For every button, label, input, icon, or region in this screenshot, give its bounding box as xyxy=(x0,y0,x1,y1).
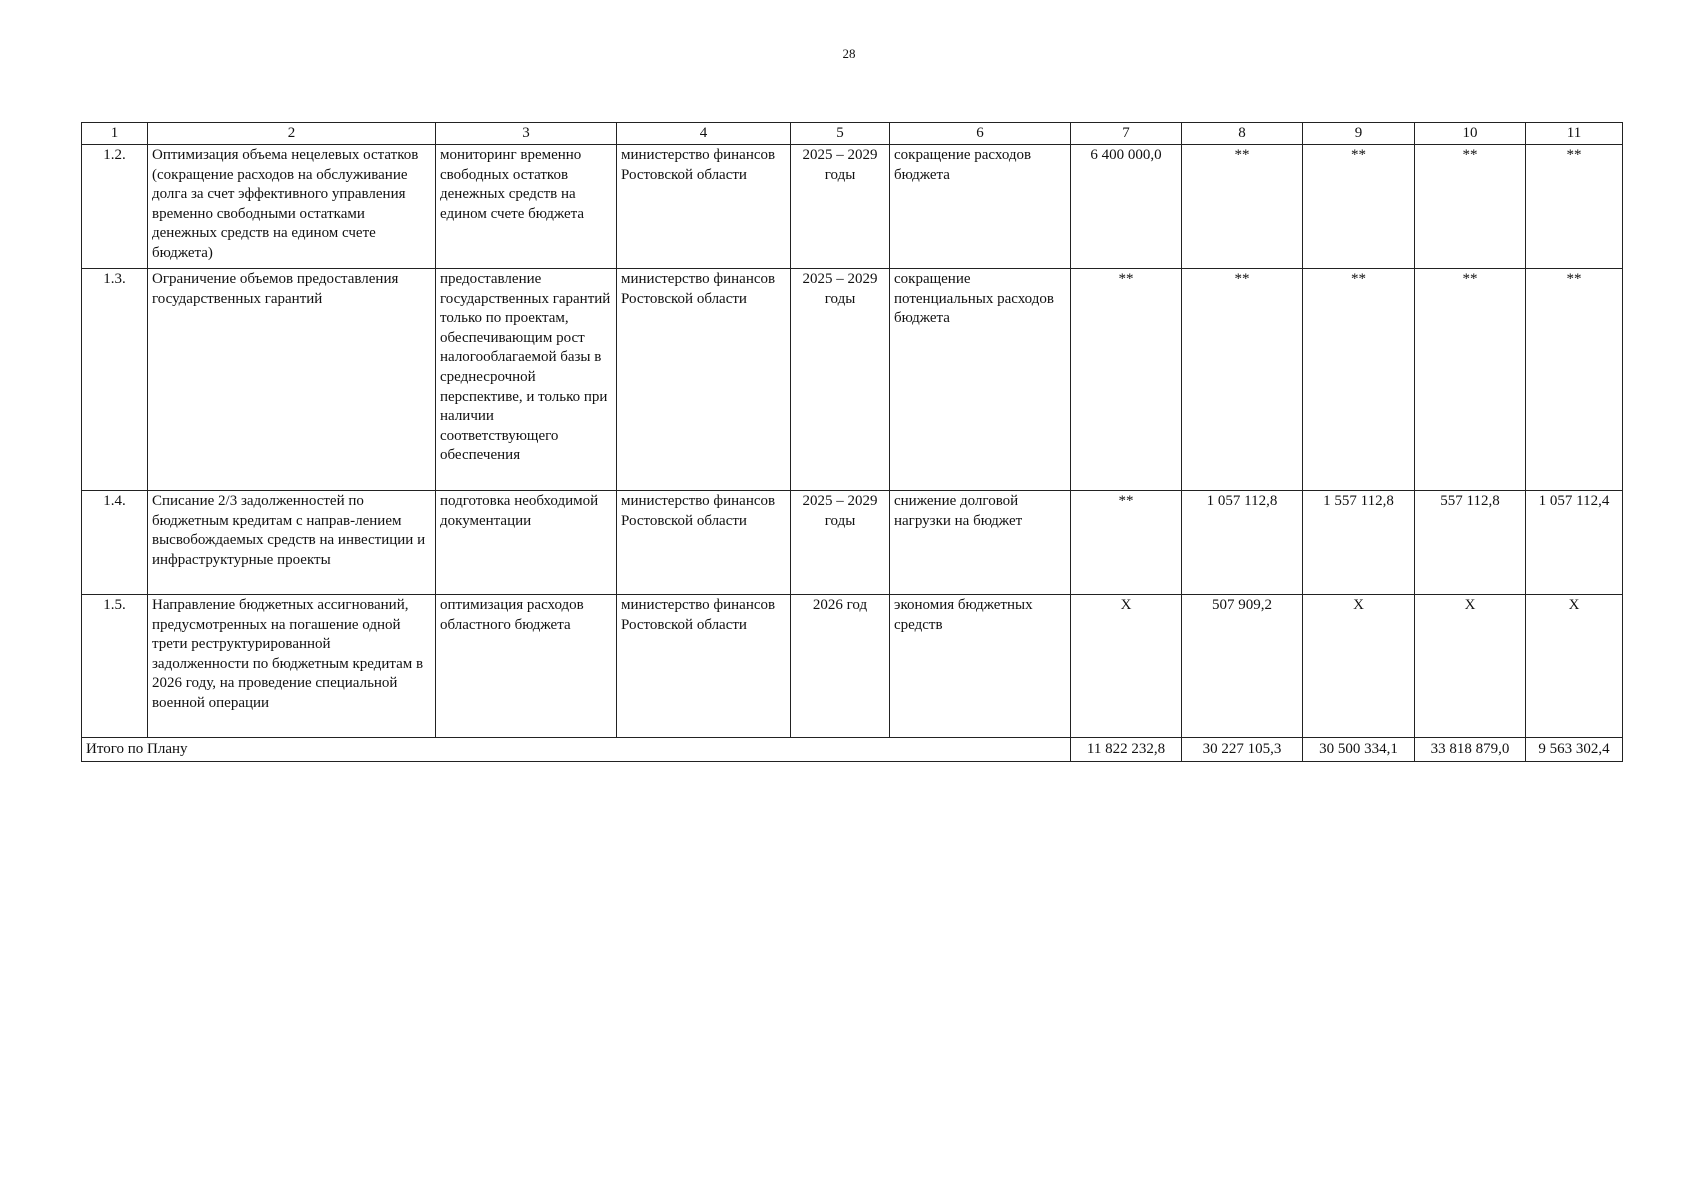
value-col-9: Х xyxy=(1303,595,1415,738)
total-col-7: 11 822 232,8 xyxy=(1071,738,1182,762)
measure-name: Ограничение объемов предоставления государственных гарантий xyxy=(148,269,436,491)
value-col-11: ** xyxy=(1526,269,1623,491)
executor: министерство финансов Ростовской области xyxy=(617,595,791,738)
expected-result: сокращение расходов бюджета xyxy=(890,145,1071,269)
value-col-8: ** xyxy=(1182,145,1303,269)
period: 2025 – 2029 годы xyxy=(791,145,890,269)
period: 2025 – 2029 годы xyxy=(791,269,890,491)
total-col-10: 33 818 879,0 xyxy=(1415,738,1526,762)
column-header-row xyxy=(82,123,1623,145)
period: 2026 год xyxy=(791,595,890,738)
total-label: Итого по Плану xyxy=(82,738,1071,762)
value-col-10: ** xyxy=(1415,145,1526,269)
value-col-11: 1 057 112,4 xyxy=(1526,491,1623,595)
row-number: 1.3. xyxy=(82,269,148,491)
value-col-11: Х xyxy=(1526,595,1623,738)
plan-table xyxy=(81,122,1623,762)
column-header: 8 xyxy=(1182,123,1303,145)
row-number: 1.5. xyxy=(82,595,148,738)
row-number: 1.2. xyxy=(82,145,148,269)
column-header: 4 xyxy=(617,123,791,145)
table-row xyxy=(82,595,1623,738)
row-number: 1.4. xyxy=(82,491,148,595)
value-col-8: 1 057 112,8 xyxy=(1182,491,1303,595)
value-col-10: ** xyxy=(1415,269,1526,491)
measure-name: Направление бюджетных ассигнований, предусмотренных на погашение одной трети реструктурированной задолженности по бюджетным кредитам в 2026 году, на проведение специальной военной операции xyxy=(148,595,436,738)
value-col-8: ** xyxy=(1182,269,1303,491)
measure-name: Списание 2/3 задолженностей по бюджетным кредитам с направ-лением высвобождаемых средств на инвестиции и инфраструктурные проекты xyxy=(148,491,436,595)
value-col-9: ** xyxy=(1303,145,1415,269)
value-col-7: ** xyxy=(1071,491,1182,595)
value-col-7: ** xyxy=(1071,269,1182,491)
column-header: 9 xyxy=(1303,123,1415,145)
measure-name: Оптимизация объема нецелевых остатков (сокращение расходов на обслуживание долга за счет эффективного управления временно свободными остатками денежных средств на едином счете бюджета) xyxy=(148,145,436,269)
total-col-8: 30 227 105,3 xyxy=(1182,738,1303,762)
executor: министерство финансов Ростовской области xyxy=(617,491,791,595)
expected-result: сокращение потенциальных расходов бюджета xyxy=(890,269,1071,491)
action-description: оптимизация расходов областного бюджета xyxy=(436,595,617,738)
table-row xyxy=(82,269,1623,491)
value-col-9: ** xyxy=(1303,269,1415,491)
total-col-9: 30 500 334,1 xyxy=(1303,738,1415,762)
executor: министерство финансов Ростовской области xyxy=(617,269,791,491)
value-col-8: 507 909,2 xyxy=(1182,595,1303,738)
column-header: 6 xyxy=(890,123,1071,145)
expected-result: снижение долговой нагрузки на бюджет xyxy=(890,491,1071,595)
table-row xyxy=(82,491,1623,595)
executor: министерство финансов Ростовской области xyxy=(617,145,791,269)
action-description: мониторинг временно свободных остатков денежных средств на едином счете бюджета xyxy=(436,145,617,269)
column-header: 5 xyxy=(791,123,890,145)
column-header: 11 xyxy=(1526,123,1623,145)
page-number: 28 xyxy=(842,46,856,61)
value-col-7: Х xyxy=(1071,595,1182,738)
period: 2025 – 2029 годы xyxy=(791,491,890,595)
value-col-7: 6 400 000,0 xyxy=(1071,145,1182,269)
column-header: 7 xyxy=(1071,123,1182,145)
action-description: предоставление государственных гарантий только по проектам, обеспечивающим рост налогооблагаемой базы в среднесрочной перспективе, и только при наличии соответствующего обеспечения xyxy=(436,269,617,491)
total-col-11: 9 563 302,4 xyxy=(1526,738,1623,762)
table-row xyxy=(82,145,1623,269)
expected-result: экономия бюджетных средств xyxy=(890,595,1071,738)
column-header: 10 xyxy=(1415,123,1526,145)
value-col-10: Х xyxy=(1415,595,1526,738)
value-col-10: 557 112,8 xyxy=(1415,491,1526,595)
value-col-9: 1 557 112,8 xyxy=(1303,491,1415,595)
column-header: 1 xyxy=(82,123,148,145)
column-header: 2 xyxy=(148,123,436,145)
total-row xyxy=(82,738,1623,762)
action-description: подготовка необходимой документации xyxy=(436,491,617,595)
value-col-11: ** xyxy=(1526,145,1623,269)
column-header: 3 xyxy=(436,123,617,145)
